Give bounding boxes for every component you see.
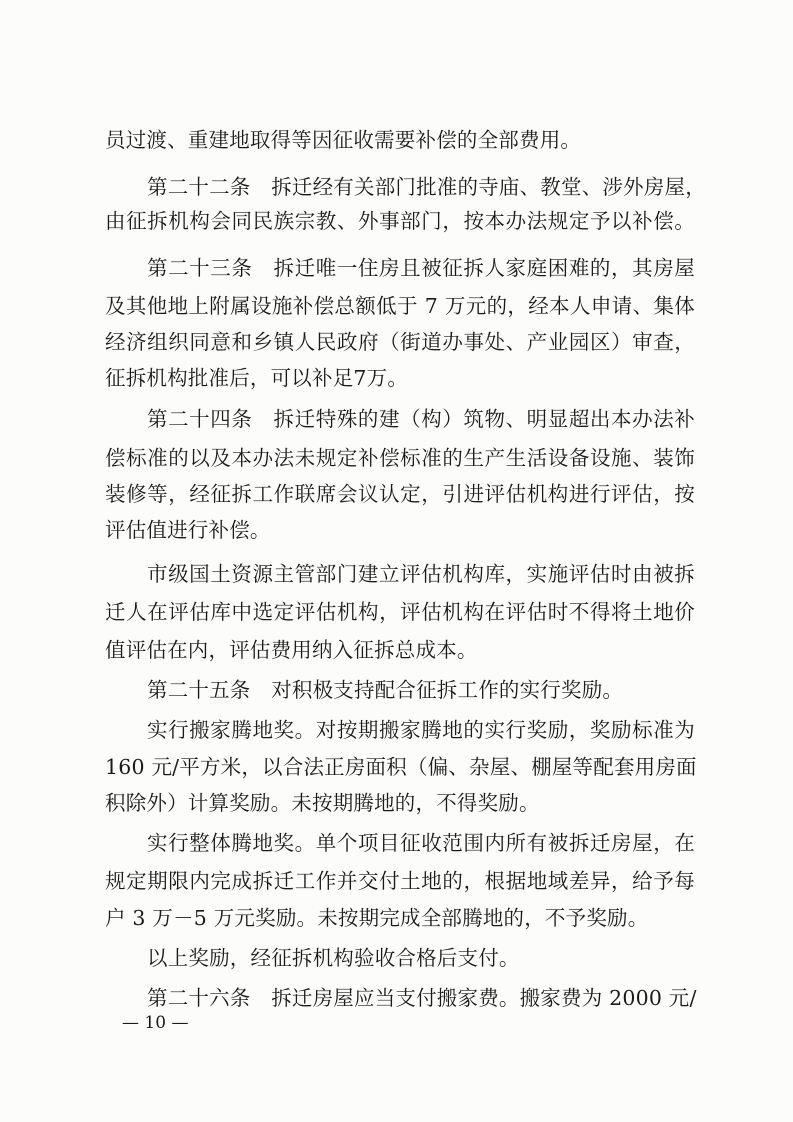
text-line: 偿标准的以及本办法未规定补偿标准的生产生活设备设施、装饰: [105, 446, 695, 470]
text-line: 实行搬家腾地奖。对按期搬家腾地的实行奖励，奖励标准为: [147, 718, 695, 742]
text-line: 160 元/平方米，以合法正房面积（偏、杂屋、棚屋等配套用房面: [105, 755, 697, 779]
text-line: 规定期限内完成拆迁工作并交付土地的，根据地域差异，给予每: [105, 869, 695, 893]
article-26-heading-line: 第二十六条 拆迁房屋应当支付搬家费。搬家费为 2000 元/: [147, 986, 697, 1010]
article-23-heading-line: 第二十三条 拆迁唯一住房且被征拆人家庭困难的，其房屋: [147, 256, 695, 280]
article-24-heading-line: 第二十四条 拆迁特殊的建（构）筑物、明显超出本办法补: [147, 407, 695, 431]
text-line: 积除外）计算奖励。未按期腾地的，不得奖励。: [105, 791, 540, 815]
text-line: 装修等，经征拆工作联席会议认定，引进评估机构进行评估，按: [105, 482, 695, 506]
text-line: 征拆机构批准后，可以补足7万。: [105, 366, 409, 390]
text-line: 值评估在内，评估费用纳入征拆总成本。: [105, 638, 478, 662]
text-line: 经济组织同意和乡镇人民政府（街道办事处、产业园区）审查，: [105, 330, 695, 354]
text-line: 员过渡、重建地取得等因征收需要补偿的全部费用。: [105, 128, 582, 152]
article-22-heading-line: 第二十二条 拆迁经有关部门批准的寺庙、教堂、涉外房屋，: [147, 175, 706, 199]
article-25-heading-line: 第二十五条 对积极支持配合征拆工作的实行奖励。: [147, 678, 624, 702]
text-line: 迁人在评估库中选定评估机构，评估机构在评估时不得将土地价: [105, 600, 695, 624]
text-line: 评估值进行补偿。: [105, 518, 271, 542]
text-line: 及其他地上附属设施补偿总额低于 7 万元的，经本人申请、集体: [105, 294, 695, 318]
text-line: 以上奖励，经征拆机构验收合格后支付。: [147, 946, 520, 970]
text-line: 户 3 万－5 万元奖励。未按期完成全部腾地的，不予奖励。: [105, 906, 649, 930]
text-line: 实行整体腾地奖。单个项目征收范围内所有被拆迁房屋，在: [147, 831, 695, 855]
text-line: 由征拆机构会同民族宗教、外事部门，按本办法规定予以补偿。: [105, 209, 695, 233]
text-line: 市级国土资源主管部门建立评估机构库，实施评估时由被拆: [147, 562, 695, 586]
page-number: — 10 —: [122, 1013, 189, 1033]
